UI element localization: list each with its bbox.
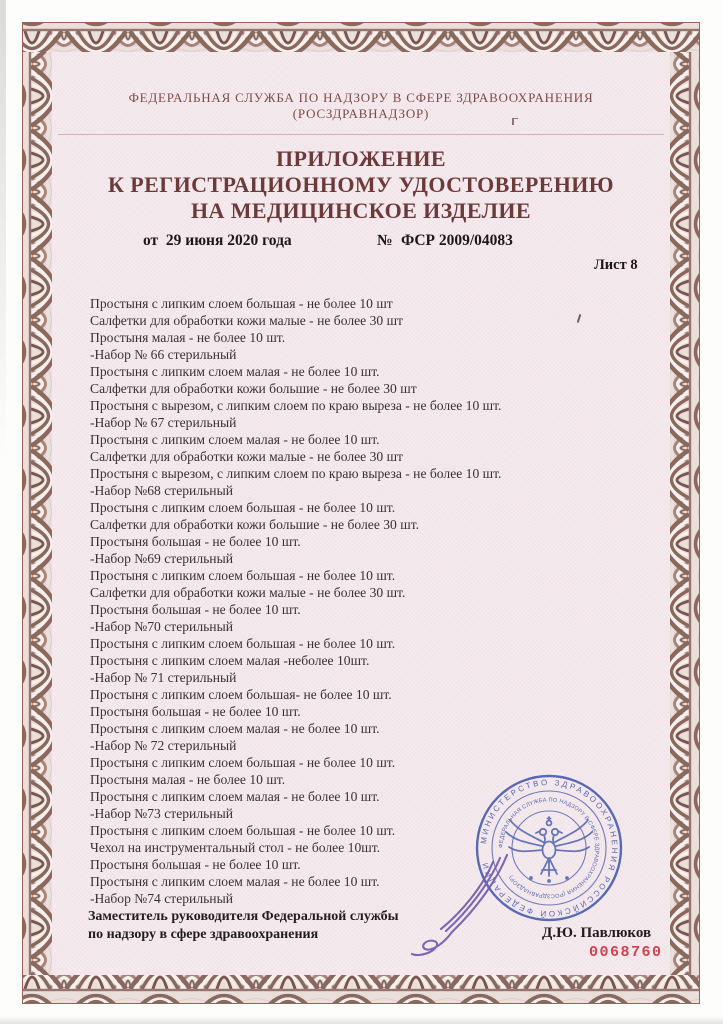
seal-outer-ring-text: МИНИСТЕРСТВО ЗДРАВООХРАНЕНИЯ РОССИЙСКОЙ ФЕДЕРАЦИИ (479, 777, 620, 919)
document-line: -Набор №74 стерильный (90, 891, 233, 906)
seal-inner-ring-text: ФЕДЕРАЛЬНАЯ СЛУЖБА ПО НАДЗОРУ В СФЕРЕ ЗДРАВООХРАНЕНИЯ (РОСЗДРАВНАДЗОР) (498, 797, 600, 899)
document-line: -Набор №69 стерильный (90, 551, 233, 566)
document-line: -Набор № 66 стерильный (90, 347, 237, 362)
document-line: Простыня с липким слоем большая- не более 10 шт. (90, 687, 392, 702)
document-line: Простыня большая - не более 10 шт. (90, 534, 301, 549)
document-line: Простыня малая - не более 10 шт. (90, 330, 286, 345)
document-line: Простыня с вырезом, с липким слоем по краю выреза - не более 10 шт. (90, 466, 502, 481)
signatory-position-line-2: по надзору в сфере здравоохранения (88, 927, 319, 942)
document-line: Салфетки для обработки кожи малые - не более 30 шт (90, 449, 403, 464)
sheet-number: Лист 8 (594, 257, 638, 273)
document-line: -Набор №68 стерильный (90, 483, 233, 498)
document-line: -Набор №70 стерильный (90, 619, 233, 634)
document-line: Простыня большая - не более 10 шт. (90, 857, 301, 872)
document-title-line-3: НА МЕДИЦИНСКОЕ ИЗДЕЛИЕ (191, 198, 531, 223)
document-line: Простыня с липким слоем большая - не более 10 шт. (90, 568, 396, 583)
scan-shadow-bottom (0, 1016, 723, 1024)
blank-serial-number: 0068760 (589, 944, 663, 961)
document-line: Простыня с липким слоем малая - не более 10 шт. (90, 789, 380, 804)
issuer-short-name: (РОСЗДРАВНАДЗОР) (292, 106, 430, 121)
document-title-line-1: ПРИЛОЖЕНИЕ (276, 146, 446, 171)
ink-speck (512, 118, 518, 125)
registration-number: ФСР 2009/04083 (401, 232, 513, 249)
document-line: Простыня с липким слоем малая - не более 10 шт. (90, 874, 380, 889)
header-divider (58, 134, 664, 135)
document-line: -Набор №73 стерильный (90, 806, 233, 821)
scan-shadow-left (0, 0, 6, 460)
document-line: Простыня большая - не более 10 шт. (90, 704, 301, 719)
document-line: Салфетки для обработки кожи малые - не более 30 шт. (90, 585, 406, 600)
handwritten-signature (412, 855, 507, 955)
document-line: Салфетки для обработки кожи большие - не более 30 шт. (90, 517, 420, 532)
document-line: Простыня с липким слоем малая -неболее 10шт. (90, 653, 370, 668)
document-line: -Набор № 71 стерильный (90, 670, 237, 685)
document-line: Простыня с липким слоем большая - не более 10 шт. (90, 636, 396, 651)
signatory-name: Д.Ю. Павлюков (542, 925, 652, 941)
document-line: Простыня большая - не более 10 шт. (90, 602, 301, 617)
document-line: Простыня с липким слоем большая - не более 10 шт. (90, 823, 396, 838)
document-line: Простыня с липким слоем большая - не более 10 шт (90, 296, 393, 311)
registration-number-sign: № (377, 232, 393, 249)
document-line: Простыня с вырезом, с липким слоем по краю выреза - не более 10 шт. (90, 398, 502, 413)
document-line: Простыня малая - не более 10 шт. (90, 772, 286, 787)
document-line: Простыня с липким слоем большая - не более 10 шт. (90, 500, 396, 515)
document-line: Простыня с липким слоем большая - не более 10 шт. (90, 755, 396, 770)
official-seal (410, 760, 645, 960)
registration-date: от 29 июня 2020 года (143, 232, 292, 249)
document-line: Простыня с липким слоем малая - не более 10 шт. (90, 364, 380, 379)
document-line: Салфетки для обработки кожи большие - не более 30 шт (90, 381, 417, 396)
document-title-line-2: К РЕГИСТРАЦИОННОМУ УДОСТОВЕРЕНИЮ (108, 172, 614, 197)
document-line: Салфетки для обработки кожи малые - не более 30 шт (90, 313, 403, 328)
document-line: Простыня с липким слоем малая - не более 10 шт. (90, 721, 380, 736)
signatory-position-line-1: Заместитель руководителя Федеральной службы (88, 909, 399, 924)
issuer-name: ФЕДЕРАЛЬНАЯ СЛУЖБА ПО НАДЗОРУ В СФЕРЕ ЗДРАВООХРАНЕНИЯ (128, 90, 594, 105)
document-line: -Набор № 72 стерильный (90, 738, 237, 753)
document-line: Чехол на инструментальный стол - не более 10шт. (90, 840, 381, 855)
document-line: -Набор № 67 стерильный (90, 415, 237, 430)
document-line: Простыня с липким слоем малая - не более 10 шт. (90, 432, 380, 447)
